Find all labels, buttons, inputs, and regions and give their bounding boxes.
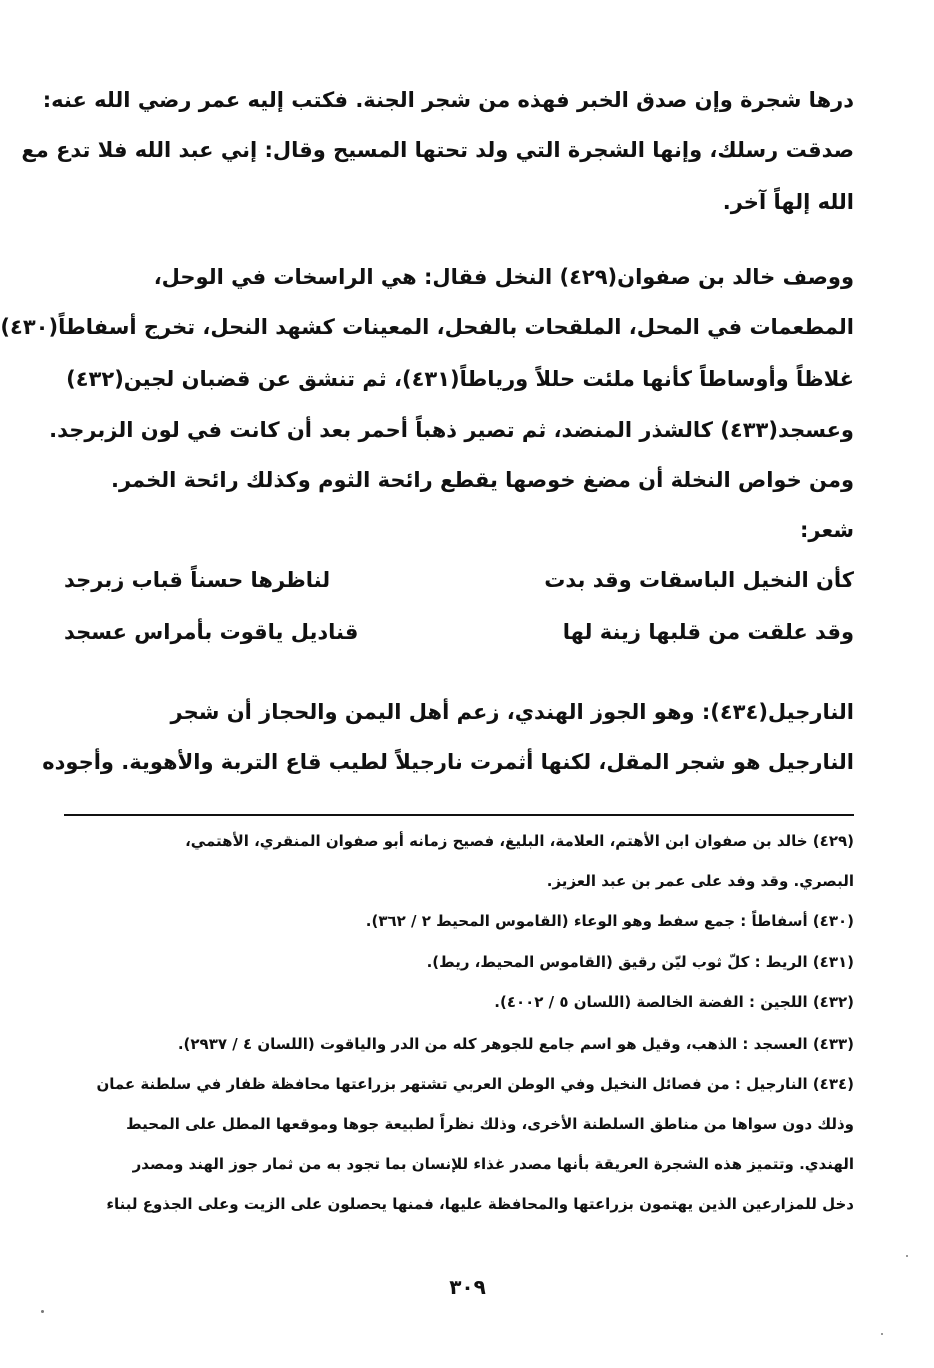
paragraph-1 [21, 88, 854, 228]
text-line: ومن خواص النخلة أن مضغ خوصها يقطع رائحة الثوم وكذلك رائحة الخمر. [111, 468, 854, 492]
poem-hemistich-first: وقد علقت من قلبها زينة لها [562, 620, 854, 644]
paragraph-2 [0, 265, 854, 555]
book-page [1, 0, 934, 1368]
text-line: صدقت رسلك، وإنها الشجرة التي ولد تحتها المسيح وقال: إني عبد الله فلا تدع مع [21, 138, 854, 162]
text-line: الله إلهاً آخر. [722, 190, 854, 214]
paragraph-3 [42, 700, 854, 800]
poem-hemistich-first: كأن النخيل الباسقات وقد بدت [544, 568, 854, 592]
scan-speck [881, 1333, 883, 1335]
text-line: المطعمات في المحل، الملقحات بالفحل، المعينات كشهد النحل، تخرج أسفاطاً(٤٣٠) [0, 315, 854, 339]
footnote-line: (٤٣٣) العسجد : الذهب، وقيل هو اسم جامع للجوهر كله من الدر والياقوت (اللسان ٤ / ٢٩٣٧). [177, 1035, 854, 1053]
footnote-line: (٤٣٢) اللجين : الفضة الخالصة (اللسان ٥ / ٤٠٠٢). [494, 993, 854, 1011]
poem-verse [64, 620, 854, 660]
text-line: غلاظاً وأوساطاً كأنها ملئت حللاً ورياطاً(٤٣١)، ثم تنشق عن قضبان لجين(٤٣٢) [66, 367, 854, 391]
footnote-line: الهندي. وتتميز هذه الشجرة العريقة بأنها مصدر غذاء للإنسان بما تجود به من ثمار جوز الهند ومصدر [132, 1155, 854, 1173]
footnote-line: (٤٣١) الريط : كلّ ثوب ليّن رقيق (القاموس المحيط، ريط). [426, 953, 854, 971]
text-line: شعر: [800, 518, 854, 542]
poem-hemistich-second: قناديل ياقوت بأمراس عسجد [64, 620, 359, 644]
scan-speck [41, 1310, 44, 1313]
text-line: وعسجد(٤٣٣) كالشذر المنضد، ثم تصير ذهباً أحمر بعد أن كانت في لون الزبرجد. [49, 418, 854, 442]
footnote-line: دخل للمزارعين الذين يهتمون بزراعتها والمحافظة عليها، فمنها يحصلون على الزيت وعلى الجذوع لبناء [106, 1195, 854, 1213]
text-line: درها شجرة وإن صدق الخبر فهذه من شجر الجنة. فكتب إليه عمر رضي الله عنه: [42, 88, 854, 112]
footnote-divider [64, 814, 854, 816]
footnote-line: وذلك دون سواها من مناطق السلطنة الأخرى، وذلك نظراً لطبيعة جوها وموقعها المطل على المحيط [126, 1115, 854, 1133]
poem-hemistich-second: لناظرها حسناً قباب زبرجد [64, 568, 331, 592]
footnote-line: البصري. وقد وفد على عمر بن عبد العزيز. [546, 872, 854, 890]
footnote-line: (٤٢٩) خالد بن صفوان ابن الأهتم، العلامة، البليغ، فصيح زمانه أبو صفوان المنقري، الأهتمي، [185, 832, 854, 850]
text-line: ووصف خالد بن صفوان(٤٢٩) النخل فقال: هي الراسخات في الوحل، [153, 265, 854, 289]
scan-speck [906, 1255, 908, 1257]
footnote-line: (٤٣٤) النارجيل : من فصائل النخيل وفي الوطن العربي تشتهر بزراعتها محافظة ظفار في سلطنة عمان [96, 1075, 854, 1093]
text-line: النارجيل(٤٣٤): وهو الجوز الهندي، زعم أهل اليمن والحجاز أن شجر [170, 700, 854, 724]
page-number: ٣٠٩ [449, 1275, 486, 1299]
poem-verse [64, 568, 854, 608]
footnote-line: (٤٣٠) أسفاطاً : جمع سفط وهو الوعاء (القاموس المحيط ٢ / ٣٦٢). [365, 912, 854, 930]
text-line: النارجيل هو شجر المقل، لكنها أثمرت نارجيلاً لطيب قاع التربة والأهوية. وأجوده [42, 750, 854, 774]
